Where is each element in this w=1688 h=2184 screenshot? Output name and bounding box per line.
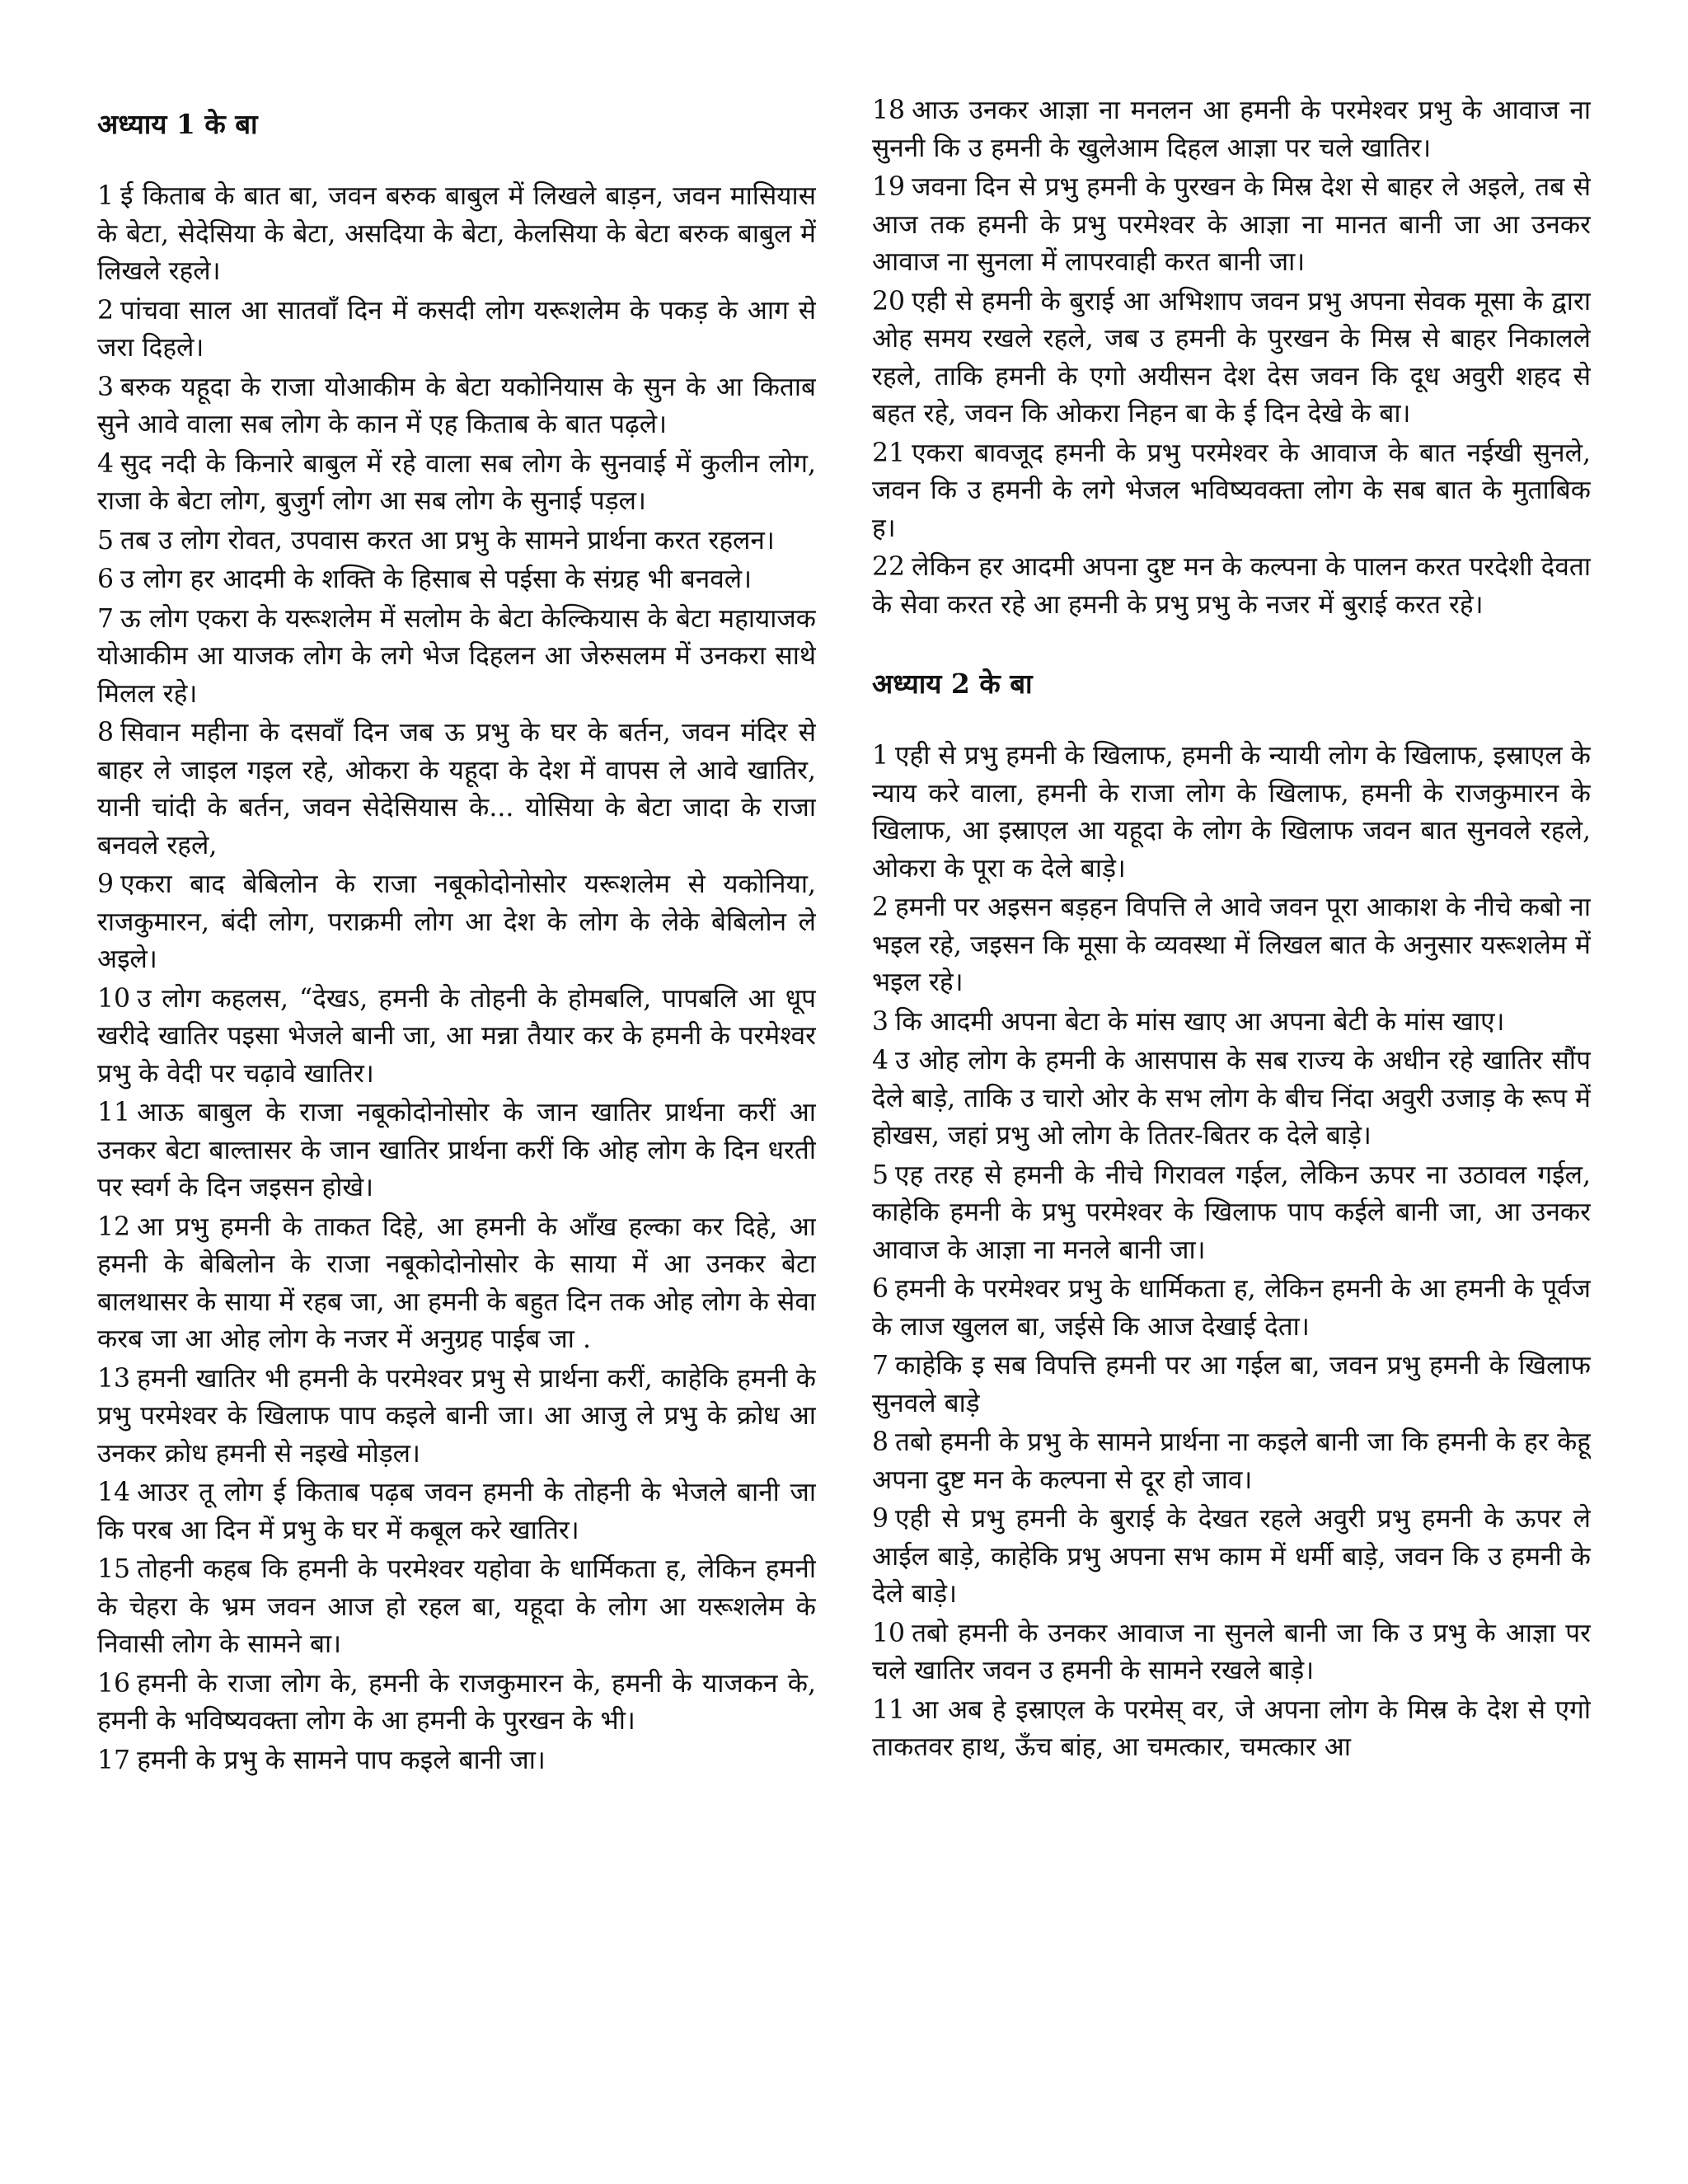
verse-number: 10 [872,1618,906,1648]
verse-number: 3 [872,1006,889,1037]
verse-text: एह तरह से हमनी के नीचे गिरावल गईल, लेकिन ऊपर ना उठावल गईल, काहेकि हमनी के प्रभु परमेश्वर के खिलाफ पाप कईले बानी जा, आ उनकर आवाज के आज्ञा ना मनले बानी जा। [872,1160,1591,1265]
verse-paragraph [872,1615,1591,1690]
document-page [97,92,1591,2111]
verse-text: तोहनी कहब कि हमनी के परमेश्वर यहोवा के धार्मिकता ह, लेकिन हमनी के चेहरा के भ्रम जवन आज हो रहल बा, यहूदा के लोग आ यरूशलेम के निवासी लोग के सामने बा। [97,1554,816,1659]
chapter-heading: अध्याय 1 के बा [97,108,258,140]
verse-text: हमनी के प्रभु के सामने पाप कइले बानी जा। [137,1745,546,1775]
verse-paragraph [97,1551,816,1664]
verse-text: लेकिन हर आदमी अपना दुष्ट मन के कल्पना के पालन करत परदेशी देवता के सेवा करत रहे आ हमनी के प्रभु प्रभु के नजर में बुराई करत रहे। [872,552,1591,620]
verse-text: आऊ उनकर आज्ञा ना मनलन आ हमनी के परमेश्वर प्रभु के आवाज ना सुननी कि उ हमनी के खुलेआम दिहल आज्ञा पर चले खातिर। [872,96,1591,163]
verse-text: आ अब हे इस्राएल के परमेस् वर, जे अपना लोग के मिस्र के देश से एगो ताकतवर हाथ, ऊँच बांह, आ चमत्कार, चमत्कार आ [872,1694,1591,1762]
verse-paragraph [872,1501,1591,1614]
verse-number: 5 [872,1160,889,1190]
verse-text: एही से हमनी के बुराई आ अभिशाप जवन प्रभु अपना सेवक मूसा के द्वारा ओह समय रखले रहले, जब उ हमनी के पुरखन के मिस्र से बाहर निकालले रहले, ताकि हमनी के एगो अयीसन देश देस जवन कि दूध अवुरी शहद से बहत रहे, जवन कि ओकरा निहन बा के ई दिन देखे के बा। [872,286,1591,429]
verse-text: हमनी के परमेश्वर प्रभु के धार्मिकता ह, लेकिन हमनी के आ हमनी के पूर्वज के लाज खुलल बा, जईसे कि आज देखाई देता। [872,1274,1591,1342]
verse-paragraph [872,92,1591,167]
verse-paragraph [97,369,816,444]
verse-text: आऊ बाबुल के राजा नबूकोदोनोसोर के जान खातिर प्रार्थना करीं आ उनकर बेटा बाल्तासर के जान खातिर प्रार्थना करीं कि ओह लोग के दिन धरती पर स्वर्ग के दिन जइसन होखे। [97,1098,816,1202]
verse-paragraph [872,549,1591,624]
verse-number: 17 [97,1745,131,1775]
verse-paragraph [872,169,1591,282]
verse-text: हमनी खातिर भी हमनी के परमेश्वर प्रभु से प्रार्थना करीं, काहेकि हमनी के प्रभु परमेश्वर के खिलाफ पाप कइले बानी जा। आ आजु ले प्रभु के क्रोध आ उनकर क्रोध हमनी से नइखे मोड़ल। [97,1363,816,1469]
verse-number: 8 [872,1427,889,1457]
verse-number: 3 [97,372,115,402]
verse-number: 18 [872,96,906,125]
verse-text: कि आदमी अपना बेटा के मांस खाए आ अपना बेटी के मांस खाए। [895,1006,1505,1037]
verse-number: 11 [872,1694,906,1725]
verse-number: 10 [97,983,131,1014]
verse-number: 6 [97,565,115,594]
verse-paragraph [97,293,816,368]
verse-paragraph [97,981,816,1094]
verse-number: 4 [872,1046,889,1076]
verse-text: उ ओह लोग के हमनी के आसपास के सब राज्य के अधीन रहे खातिर सौंप देले बाड़े, ताकि उ चारो ओर के सभ लोग के बीच निंदा अवुरी उजाड़ के रूप में होखस, जहां प्रभु ओ लोग के तितर-बितर क देले बाड़े। [872,1046,1591,1151]
verse-number: 5 [97,525,115,555]
verse-text: पांचवा साल आ सातवाँ दिन में कसदी लोग यरूशलेम के पकड़ के आग से जरा दिहले। [97,295,816,363]
verse-text: एकरा बाद बेबिलोन के राजा नबूकोदोनोसोर यरूशलेम से यकोनिया, राजकुमारन, बंदी लोग, पराक्रमी लोग आ देश के लोग के लेके बेबिलोन ले अइले। [97,869,816,974]
verse-text: एही से प्रभु हमनी के खिलाफ, हमनी के न्यायी लोग के खिलाफ, इस्राएल के न्याय करे वाला, हमनी के राजा लोग के खिलाफ, हमनी के राजकुमारन के खिलाफ, आ इस्राएल आ यहूदा के लोग के खिलाफ जवन बात सुनवले रहले, ओकरा के पूरा क देले बाड़े। [872,741,1591,883]
verse-paragraph [97,601,816,714]
right-column [872,92,1591,2111]
verse-number: 22 [872,552,906,582]
verse-text: सुद नदी के किनारे बाबुल में रहे वाला सब लोग के सुनवाई में कुलीन लोग, राजा के बेटा लोग, बुजुर्ग लोग आ सब लोग के सुनाई पड़ल। [97,448,816,516]
verse-paragraph [97,1209,816,1359]
verse-number: 2 [97,295,115,326]
verse-paragraph [872,1271,1591,1346]
verse-text: हमनी के राजा लोग के, हमनी के राजकुमारन के, हमनी के याजकन के, हमनी के भविष्यवक्ता लोग के आ हमनी के पुरखन के भी। [97,1668,816,1736]
verse-number: 1 [872,741,889,771]
verse-text: आउर तू लोग ई किताब पढ़ब जवन हमनी के तोहनी के भेजले बानी जा कि परब आ दिन में प्रभु के घर में कबूल करे खातिर। [97,1478,816,1545]
verse-paragraph [97,1742,816,1780]
verse-number: 12 [97,1212,131,1242]
verse-paragraph [872,1043,1591,1155]
verse-paragraph [872,1157,1591,1270]
verse-number: 21 [872,438,906,468]
verse-paragraph [97,715,816,865]
verse-paragraph [97,523,816,560]
verse-text: तब उ लोग रोवत, उपवास करत आ प्रभु के सामने प्रार्थना करत रहलन। [120,525,775,555]
verse-text: उ लोग कहलस, “देखऽ, हमनी के तोहनी के होमबलि, पापबलि आ धूप खरीदे खातिर पइसा भेजले बानी जा, आ मन्ना तैयार कर के हमनी के परमेश्वर प्रभु के वेदी पर चढ़ावे खातिर। [97,983,816,1089]
verse-text: सिवान महीना के दसवाँ दिन जब ऊ प्रभु के घर के बर्तन, जवन मंदिर से बाहर ले जाइल गइल रहे, ओकरा के यहूदा के देश में वापस ले आवे खातिर, यानी चांदी के बर्तन, जवन सेदेसियास के... योसिया के बेटा जादा के राजा बनवले रहले, [97,718,816,860]
verse-number: 11 [97,1098,131,1127]
verse-number: 6 [872,1274,889,1304]
verse-text: ऊ लोग एकरा के यरूशलेम में सलोम के बेटा केल्कियास के बेटा महायाजक योआकीम आ याजक लोग के लगे भेज दिहलन आ जेरुसलम में उनकरा साथे मिलल रहे। [97,603,816,709]
verse-number: 7 [872,1351,889,1380]
verse-paragraph [97,561,816,599]
verse-number: 4 [97,448,115,479]
verse-paragraph [872,435,1591,548]
verse-text: तबो हमनी के प्रभु के सामने प्रार्थना ना कइले बानी जा कि हमनी के हर केहू अपना दुष्ट मन के कल्पना से दूर हो जाव। [872,1427,1591,1495]
verse-paragraph [872,1424,1591,1499]
chapter-heading: अध्याय 2 के बा [872,668,1033,700]
verse-text: ई किताब के बात बा, जवन बरुक बाबुल में लिखले बाड़न, जवन मासियास के बेटा, सेदेसिया के बेटा, असदिया के बेटा, केलसिया के बेटा बरुक बाबुल में लिखले रहले। [97,181,816,286]
verse-text: हमनी पर अइसन बड़हन विपत्ति ले आवे जवन पूरा आकाश के नीचे कबो ना भइल रहे, जइसन कि मूसा के व्यवस्था में लिखल बात के अनुसार यरूशलेम में भइल रहे। [872,893,1591,997]
verse-number: 13 [97,1363,131,1394]
verse-paragraph [97,866,816,979]
verse-paragraph [97,1361,816,1474]
verse-number: 8 [97,718,115,748]
verse-number: 14 [97,1478,131,1507]
verse-number: 9 [97,869,115,899]
verse-number: 20 [872,286,906,316]
verse-text: तबो हमनी के उनकर आवाज ना सुनले बानी जा कि उ प्रभु के आज्ञा पर चले खातिर जवन उ हमनी के सामने रखले बाड़े। [872,1618,1591,1685]
verse-paragraph [97,446,816,521]
verse-paragraph [872,738,1591,888]
verse-number: 7 [97,603,115,634]
verse-text: जवना दिन से प्रभु हमनी के पुरखन के मिस्र देश से बाहर ले अइले, तब से आज तक हमनी के प्रभु परमेश्वर के आज्ञा ना मानत बानी जा आ उनकर आवाज ना सुनला में लापरवाही करत बानी जा। [872,172,1591,277]
verse-number: 1 [97,181,115,211]
verse-text: एकरा बावजूद हमनी के प्रभु परमेश्वर के आवाज के बात नईखी सुनले, जवन कि उ हमनी के लगे भेजल भविष्यवक्ता लोग के सब बात के मुताबिक ह। [872,438,1591,543]
verse-number: 16 [97,1668,131,1699]
verse-paragraph [872,284,1591,434]
verse-number: 9 [872,1504,889,1534]
verse-text: एही से प्रभु हमनी के बुराई के देखत रहले अवुरी प्रभु हमनी के ऊपर ले आईल बाड़े, काहेकि प्रभु अपना सभ काम में धर्मी बाड़े, जवन कि उ हमनी के देले बाड़े। [872,1504,1591,1609]
left-column [97,92,816,2111]
verse-paragraph [872,1347,1591,1422]
verse-paragraph [872,889,1591,1002]
verse-paragraph [97,1094,816,1207]
verse-number: 2 [872,893,889,922]
verse-paragraph [872,1004,1591,1042]
verse-number: 19 [872,172,906,202]
verse-number: 15 [97,1554,131,1584]
verse-paragraph [97,178,816,291]
verse-text: काहेकि इ सब विपत्ति हमनी पर आ गईल बा, जवन प्रभु हमनी के खिलाफ सुनवले बाड़े [872,1351,1591,1418]
verse-text: उ लोग हर आदमी के शक्ति के हिसाब से पईसा के संग्रह भी बनवले। [120,565,753,594]
verse-text: आ प्रभु हमनी के ताकत दिहे, आ हमनी के आँख हल्का कर दिहे, आ हमनी के बेबिलोन के राजा नबूकोदोनोसोर के साया में आ उनकर बेटा बालथासर के साया में रहब जा, आ हमनी के बहुत दिन तक ओह लोग के सेवा करब जा आ ओह लोग के नजर में अनुग्रह पाईब जा . [97,1212,816,1354]
verse-paragraph [872,1692,1591,1767]
verse-text: बरुक यहूदा के राजा योआकीम के बेटा यकोनियास के सुन के आ किताब सुने आवे वाला सब लोग के कान में एह किताब के बात पढ़ले। [97,372,816,439]
verse-paragraph [97,1666,816,1741]
verse-paragraph [97,1474,816,1549]
